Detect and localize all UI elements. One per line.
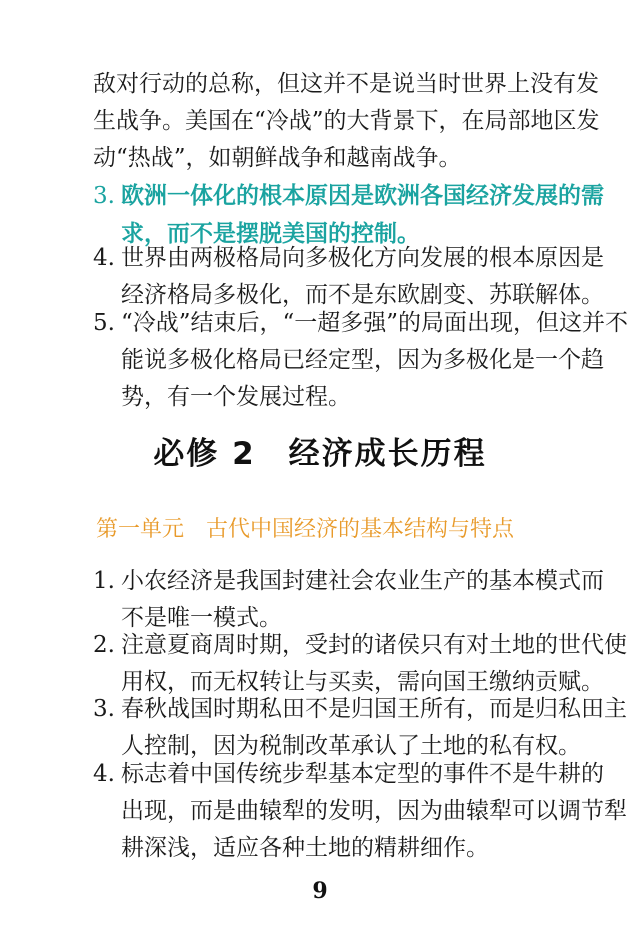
list-item-2 [93,627,627,701]
text-line: 求，而不是摆脱美国的控制。 [121,220,420,247]
chapter-title: 必修 2 经济成长历程 [153,436,487,472]
text-line: 生战争。美国在“冷战”的大背景下，在局部地区发 [93,108,600,134]
item-text: 注意夏商周时期，受封的诸侯只有对土地的世代使 [121,632,627,658]
item-text: 欧洲一体化的根本原因是欧洲各国经济发展的需 [121,182,604,209]
text-line [93,691,627,728]
list-item-1 [93,563,604,637]
text-line [93,563,604,600]
list-item-4 [93,240,604,314]
item-text: “冷战”结束后，“一超多强”的局面出现，但这并不 [121,310,629,336]
item-number: 2. [93,632,115,658]
unit-title [96,512,514,543]
text-line: 经济格局多极化，而不是东欧剧变、苏联解体。 [121,282,604,308]
item-number: 1. [93,568,115,594]
text-line: 能说多极化格局已经定型，因为多极化是一个趋 [121,347,604,373]
item-text: 标志着中国传统步犁基本定型的事件不是牛耕的 [121,761,604,787]
item-number: 3. [93,696,115,722]
text-line: 势，有一个发展过程。 [121,384,351,410]
item-text: 春秋战国时期私田不是归国王所有，而是归私田主 [121,696,627,722]
text-line: 耕深浅，适应各种土地的精耕细作。 [121,835,489,861]
page-number: 9 [312,878,328,904]
list-item-4-bottom [93,756,627,867]
text-line [93,305,629,342]
item-text: 小农经济是我国封建社会农业生产的基本模式而 [121,568,604,594]
list-item-5 [93,305,629,416]
unit-heading: 古代中国经济的基本结构与特点 [206,517,515,542]
item-number: 4. [93,761,115,787]
text-line: 出现，而是曲辕犁的发明，因为曲辕犁可以调节犁 [121,798,627,824]
text-line: 人控制，因为税制改革承认了土地的私有权。 [121,733,581,759]
text-line [93,756,604,793]
item-number: 4. [93,245,115,271]
text-line [93,240,604,277]
text-line [93,177,604,215]
text-line: 动“热战”，如朝鲜战争和越南战争。 [93,145,462,171]
unit-label: 第一单元 [96,517,185,542]
item-text: 世界由两极格局向多极化方向发展的根本原因是 [121,245,604,271]
continued-paragraph [93,66,600,177]
text-line [93,627,627,664]
list-item-3 [93,691,627,765]
item-number: 3. [93,183,115,209]
text-line: 不是唯一模式。 [121,605,282,631]
text-line: 敌对行动的总称，但这并不是说当时世界上没有发 [93,71,599,97]
text-line: 用权，而无权转让与买卖，需向国王缴纳贡赋。 [121,669,604,695]
item-number: 5. [93,310,115,336]
